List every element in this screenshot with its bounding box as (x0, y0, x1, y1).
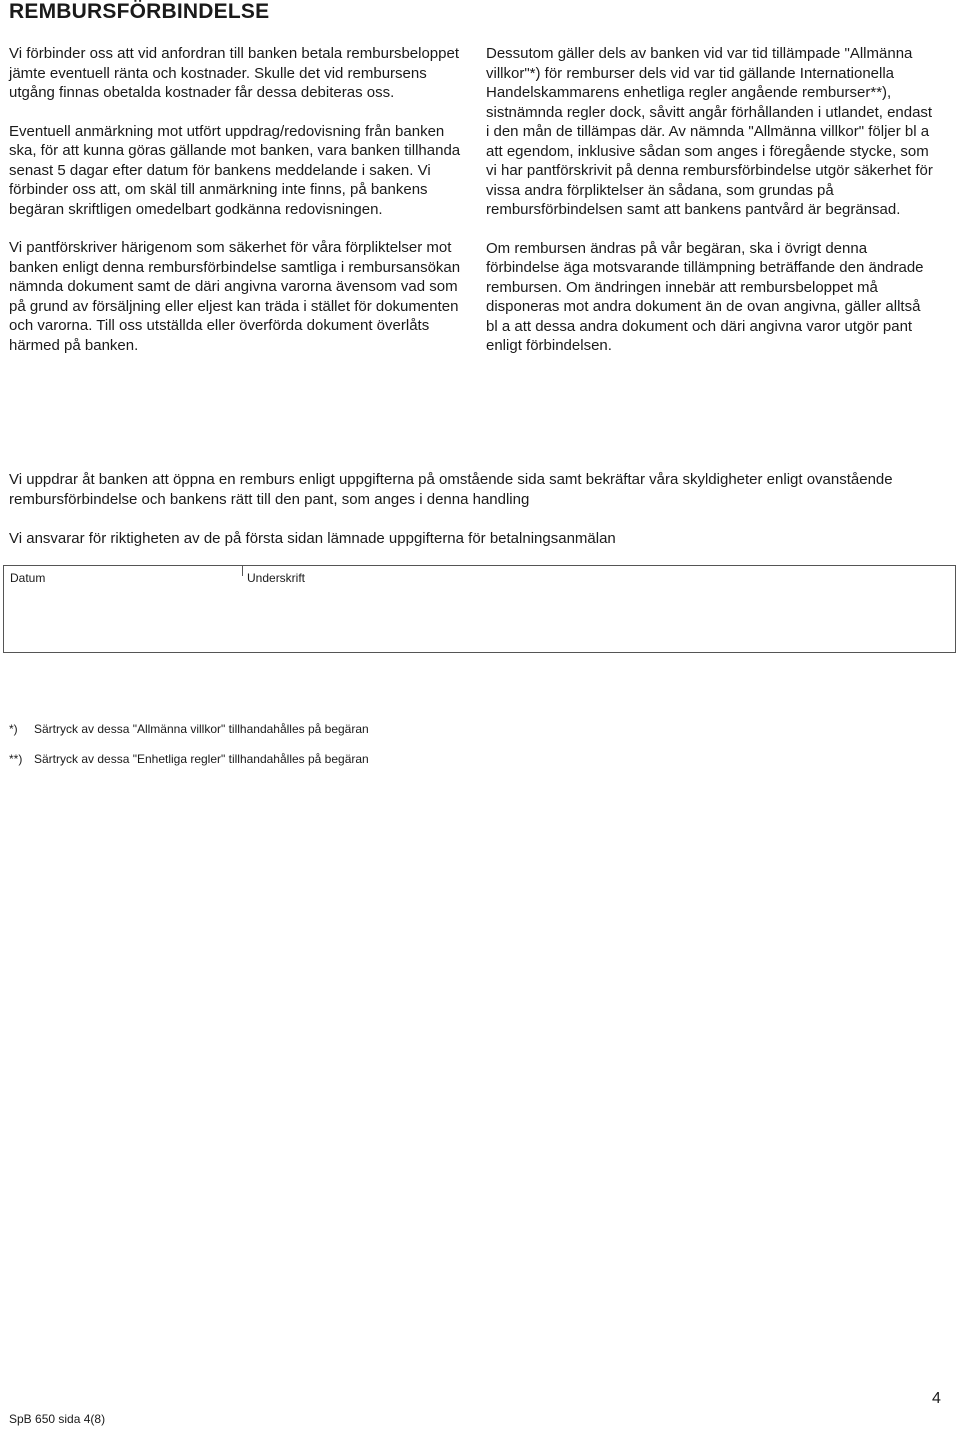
footnote-text: Särtryck av dessa "Allmänna villkor" tillhandahålles på begäran (34, 722, 369, 736)
order-statement: Vi uppdrar åt banken att öppna en remburs enligt uppgifterna på omstående sida samt bekräftar våra skyldigheter enligt ovanstående rembursförbindelse och bankens rätt till den pant, som anges i denna handling (9, 471, 893, 508)
left-text-column (9, 44, 461, 374)
right-text-column (486, 44, 934, 375)
footnote-uniform-rules (9, 752, 369, 766)
document-title: REMBURSFÖRBINDELSE (9, 0, 270, 23)
footnote-text: Särtryck av dessa "Enhetliga regler" tillhandahålles på begäran (34, 752, 369, 766)
signature-box[interactable] (3, 565, 956, 653)
footnote-mark: *) (9, 722, 18, 736)
paragraph-remarks: Eventuell anmärkning mot utfört uppdrag/redovisning från banken ska, för att kunna göras gällande mot banken, vara banken tillhanda senast 5 dagar efter datum för bankens meddelande i saken. Vi förbinder oss att, om skäl till anmärkning inte finns, på bankens begäran skriftligen omedelbart godkänna redovisningen. (9, 122, 461, 218)
field-divider (242, 566, 243, 576)
responsibility-statement: Vi ansvarar för riktigheten av de på första sidan lämnade uppgifterna för betalningsanmälan (9, 530, 616, 547)
paragraph-pledge: Vi pantförskriver härigenom som säkerhet för våra förpliktelser mot banken enligt denna rembursförbindelse samtliga i rembursansökan nämnda dokument samt de däri angivna varorna ävensom vad som på grund av försäljning eller eljest kan träda i stället för dokumenten och varorna. Till oss utställda eller överförda dokument överlåts härmed på banken. (9, 239, 461, 354)
date-field-label: Datum (10, 571, 46, 585)
paragraph-payment-obligation: Vi förbinder oss att vid anfordran till banken betala rembursbeloppet jämte eventuell ränta och kostnader. Skulle det vid rembursens utgång finnas obetalda kostnader får dessa debiteras oss. (9, 45, 459, 101)
paragraph-general-terms: Dessutom gäller dels av banken vid var tid tillämpade "Allmänna villkor"*) för remburser dels vid var tid gällande Internationella Handelskammarens enhetliga regler angående remburser**), sistnämnda regler dock, såvitt angår förhållanden i utlandet, endast i den mån de tillämpas där. Av nämnda "Allmänna villkor" följer bl a att egendom, inklusive sådan som anges i föregående stycke, som vi har pantförskrivit på denna rembursförbindelse utgör säkerhet för vissa andra förpliktelser än sådana, som grundas på rembursförbindelsen samt att bankens pantvård är begränsad. (486, 45, 933, 218)
page-number: 4 (932, 1390, 941, 1407)
signature-field-label: Underskrift (247, 571, 306, 585)
form-code: SpB 650 sida 4(8) (9, 1412, 106, 1426)
footnote-general-terms (9, 722, 369, 736)
footnote-mark: **) (9, 752, 23, 766)
paragraph-amendment: Om rembursen ändras på vår begäran, ska i övrigt denna förbindelse äga motsvarande tillämpning beträffande den ändrade rembursen. Om ändringen innebär att rembursbeloppet må disponeras mot andra dokument än de ovan angivna, gäller alltså bl a att dessa andra dokument och däri angivna varor utgör pant enligt förbindelsen. (486, 239, 924, 354)
